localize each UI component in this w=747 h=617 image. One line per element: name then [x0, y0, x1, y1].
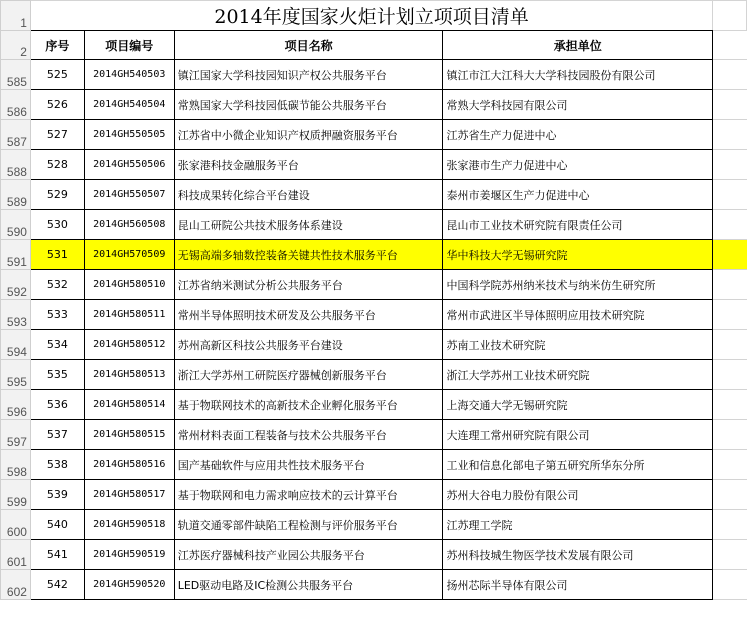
empty-cell[interactable]: [713, 150, 747, 180]
cell-seq[interactable]: 528: [30, 150, 84, 180]
cell-name[interactable]: 昆山工研院公共技术服务体系建设: [174, 210, 443, 240]
cell-code[interactable]: 2014GH580514: [84, 390, 174, 420]
cell-unit[interactable]: 常熟大学科技园有限公司: [443, 90, 713, 120]
table-row: [1, 420, 747, 450]
table-row: [1, 210, 747, 240]
cell-unit[interactable]: 中国科学院苏州纳米技术与纳米仿生研究所: [443, 270, 713, 300]
cell-name[interactable]: 镇江国家大学科技园知识产权公共服务平台: [174, 60, 443, 90]
empty-cell[interactable]: [713, 180, 747, 210]
table-row: [1, 330, 747, 360]
cell-name[interactable]: 江苏省纳米测试分析公共服务平台: [174, 270, 443, 300]
cell-name[interactable]: 江苏省中小微企业知识产权质押融资服务平台: [174, 120, 443, 150]
cell-name[interactable]: 常州半导体照明技术研发及公共服务平台: [174, 300, 443, 330]
header-seq[interactable]: 序号: [30, 31, 84, 60]
empty-cell[interactable]: [713, 510, 747, 540]
cell-name[interactable]: 轨道交通零部件缺陷工程检测与评价服务平台: [174, 510, 443, 540]
cell-name[interactable]: LED驱动电路及IC检测公共服务平台: [174, 570, 443, 600]
header-name[interactable]: 项目名称: [174, 31, 443, 60]
cell-seq[interactable]: 535: [30, 360, 84, 390]
table-row: [1, 360, 747, 390]
cell-code[interactable]: 2014GH550507: [84, 180, 174, 210]
table-row: [1, 90, 747, 120]
cell-code[interactable]: 2014GH580515: [84, 420, 174, 450]
row-header[interactable]: 597: [1, 420, 31, 450]
cell-name[interactable]: 张家港科技金融服务平台: [174, 150, 443, 180]
table-row: [1, 450, 747, 480]
empty-cell[interactable]: [713, 300, 747, 330]
cell-name[interactable]: 国产基础软件与应用共性技术服务平台: [174, 450, 443, 480]
cell-seq[interactable]: 538: [30, 450, 84, 480]
row-header[interactable]: 591: [1, 240, 31, 270]
cell-name[interactable]: 苏州高新区科技公共服务平台建设: [174, 330, 443, 360]
empty-cell[interactable]: [713, 540, 747, 570]
cell-name[interactable]: 浙江大学苏州工研院医疗器械创新服务平台: [174, 360, 443, 390]
empty-cell[interactable]: [713, 120, 747, 150]
cell-seq[interactable]: 533: [30, 300, 84, 330]
cell-seq[interactable]: 530: [30, 210, 84, 240]
cell-code[interactable]: 2014GH560508: [84, 210, 174, 240]
cell-name[interactable]: 常熟国家大学科技园低碳节能公共服务平台: [174, 90, 443, 120]
row-header[interactable]: 599: [1, 480, 31, 510]
cell-seq[interactable]: 540: [30, 510, 84, 540]
row-header[interactable]: 585: [1, 60, 31, 90]
cell-seq[interactable]: 526: [30, 90, 84, 120]
cell-name[interactable]: 基于物联网和电力需求响应技术的云计算平台: [174, 480, 443, 510]
row-header[interactable]: 592: [1, 270, 31, 300]
empty-cell[interactable]: [713, 480, 747, 510]
cell-unit[interactable]: 华中科技大学无锡研究院: [443, 240, 713, 270]
row-header[interactable]: 600: [1, 510, 31, 540]
empty-cell[interactable]: [713, 570, 747, 600]
row-header[interactable]: 598: [1, 450, 31, 480]
cell-unit[interactable]: 扬州芯际半导体有限公司: [443, 570, 713, 600]
row-header[interactable]: 596: [1, 390, 31, 420]
table-row: [1, 390, 747, 420]
cell-unit[interactable]: 苏州大谷电力股份有限公司: [443, 480, 713, 510]
row-header[interactable]: 1: [1, 1, 31, 31]
table-row: [1, 570, 747, 600]
cell-seq[interactable]: 541: [30, 540, 84, 570]
table-row: [1, 480, 747, 510]
row-header[interactable]: 601: [1, 540, 31, 570]
cell-name[interactable]: 江苏医疗器械科技产业园公共服务平台: [174, 540, 443, 570]
cell-name[interactable]: 基于物联网技术的高新技术企业孵化服务平台: [174, 390, 443, 420]
cell-unit[interactable]: 大连理工常州研究院有限公司: [443, 420, 713, 450]
cell-unit[interactable]: 张家港市生产力促进中心: [443, 150, 713, 180]
cell-seq[interactable]: 525: [30, 60, 84, 90]
cell-code[interactable]: 2014GH580512: [84, 330, 174, 360]
row-header[interactable]: 593: [1, 300, 31, 330]
table-row: [1, 510, 747, 540]
cell-seq[interactable]: 529: [30, 180, 84, 210]
row-header[interactable]: 590: [1, 210, 31, 240]
table-row: [1, 540, 747, 570]
cell-unit[interactable]: 苏南工业技术研究院: [443, 330, 713, 360]
cell-seq[interactable]: 532: [30, 270, 84, 300]
empty-cell[interactable]: [713, 240, 747, 270]
row-header[interactable]: 602: [1, 570, 31, 600]
sheet-title[interactable]: 2014年度国家火炬计划立项项目清单: [30, 1, 712, 31]
empty-cell[interactable]: [713, 270, 747, 300]
cell-unit[interactable]: 上海交通大学无锡研究院: [443, 390, 713, 420]
row-header[interactable]: 595: [1, 360, 31, 390]
row-header[interactable]: 587: [1, 120, 31, 150]
row-header[interactable]: 594: [1, 330, 31, 360]
cell-seq[interactable]: 537: [30, 420, 84, 450]
cell-unit[interactable]: 江苏理工学院: [443, 510, 713, 540]
table-row: [1, 240, 747, 270]
cell-name[interactable]: 科技成果转化综合平台建设: [174, 180, 443, 210]
empty-cell[interactable]: [713, 31, 747, 60]
row-header[interactable]: 2: [1, 31, 31, 60]
empty-cell[interactable]: [713, 210, 747, 240]
cell-code[interactable]: 2014GH580511: [84, 300, 174, 330]
cell-seq[interactable]: 534: [30, 330, 84, 360]
cell-unit[interactable]: 镇江市江大江科大大学科技园股份有限公司: [443, 60, 713, 90]
empty-cell[interactable]: [713, 1, 747, 31]
cell-code[interactable]: 2014GH550506: [84, 150, 174, 180]
cell-code[interactable]: 2014GH590520: [84, 570, 174, 600]
cell-code[interactable]: 2014GH540503: [84, 60, 174, 90]
cell-seq[interactable]: 531: [30, 240, 84, 270]
cell-name[interactable]: 无锡高端多轴数控装备关键共性技术服务平台: [174, 240, 443, 270]
empty-cell[interactable]: [713, 360, 747, 390]
cell-code[interactable]: 2014GH590518: [84, 510, 174, 540]
header-code[interactable]: 项目编号: [84, 31, 174, 60]
cell-code[interactable]: 2014GH580517: [84, 480, 174, 510]
empty-cell[interactable]: [713, 390, 747, 420]
cell-code[interactable]: 2014GH540504: [84, 90, 174, 120]
cell-unit[interactable]: 苏州科技城生物医学技术发展有限公司: [443, 540, 713, 570]
table-row: [1, 150, 747, 180]
table-row: [1, 180, 747, 210]
empty-cell[interactable]: [713, 60, 747, 90]
row-header[interactable]: 586: [1, 90, 31, 120]
cell-unit[interactable]: 泰州市姜堰区生产力促进中心: [443, 180, 713, 210]
row-header[interactable]: 588: [1, 150, 31, 180]
cell-code[interactable]: 2014GH570509: [84, 240, 174, 270]
cell-unit[interactable]: 江苏省生产力促进中心: [443, 120, 713, 150]
cell-name[interactable]: 常州材料表面工程装备与技术公共服务平台: [174, 420, 443, 450]
table-row: [1, 60, 747, 90]
empty-cell[interactable]: [713, 420, 747, 450]
cell-unit[interactable]: 浙江大学苏州工业技术研究院: [443, 360, 713, 390]
cell-seq[interactable]: 536: [30, 390, 84, 420]
row-header[interactable]: 589: [1, 180, 31, 210]
table-row: [1, 270, 747, 300]
cell-seq[interactable]: 542: [30, 570, 84, 600]
cell-unit[interactable]: 常州市武进区半导体照明应用技术研究院: [443, 300, 713, 330]
header-unit[interactable]: 承担单位: [443, 31, 713, 60]
empty-cell[interactable]: [713, 90, 747, 120]
cell-unit[interactable]: 工业和信息化部电子第五研究所华东分所: [443, 450, 713, 480]
table-row: [1, 300, 747, 330]
cell-seq[interactable]: 527: [30, 120, 84, 150]
cell-code[interactable]: 2014GH580510: [84, 270, 174, 300]
cell-code[interactable]: 2014GH580513: [84, 360, 174, 390]
cell-code[interactable]: 2014GH580516: [84, 450, 174, 480]
cell-code[interactable]: 2014GH590519: [84, 540, 174, 570]
empty-cell[interactable]: [713, 330, 747, 360]
cell-unit[interactable]: 昆山市工业技术研究院有限责任公司: [443, 210, 713, 240]
cell-code[interactable]: 2014GH550505: [84, 120, 174, 150]
cell-seq[interactable]: 539: [30, 480, 84, 510]
table-row: [1, 120, 747, 150]
empty-cell[interactable]: [713, 450, 747, 480]
